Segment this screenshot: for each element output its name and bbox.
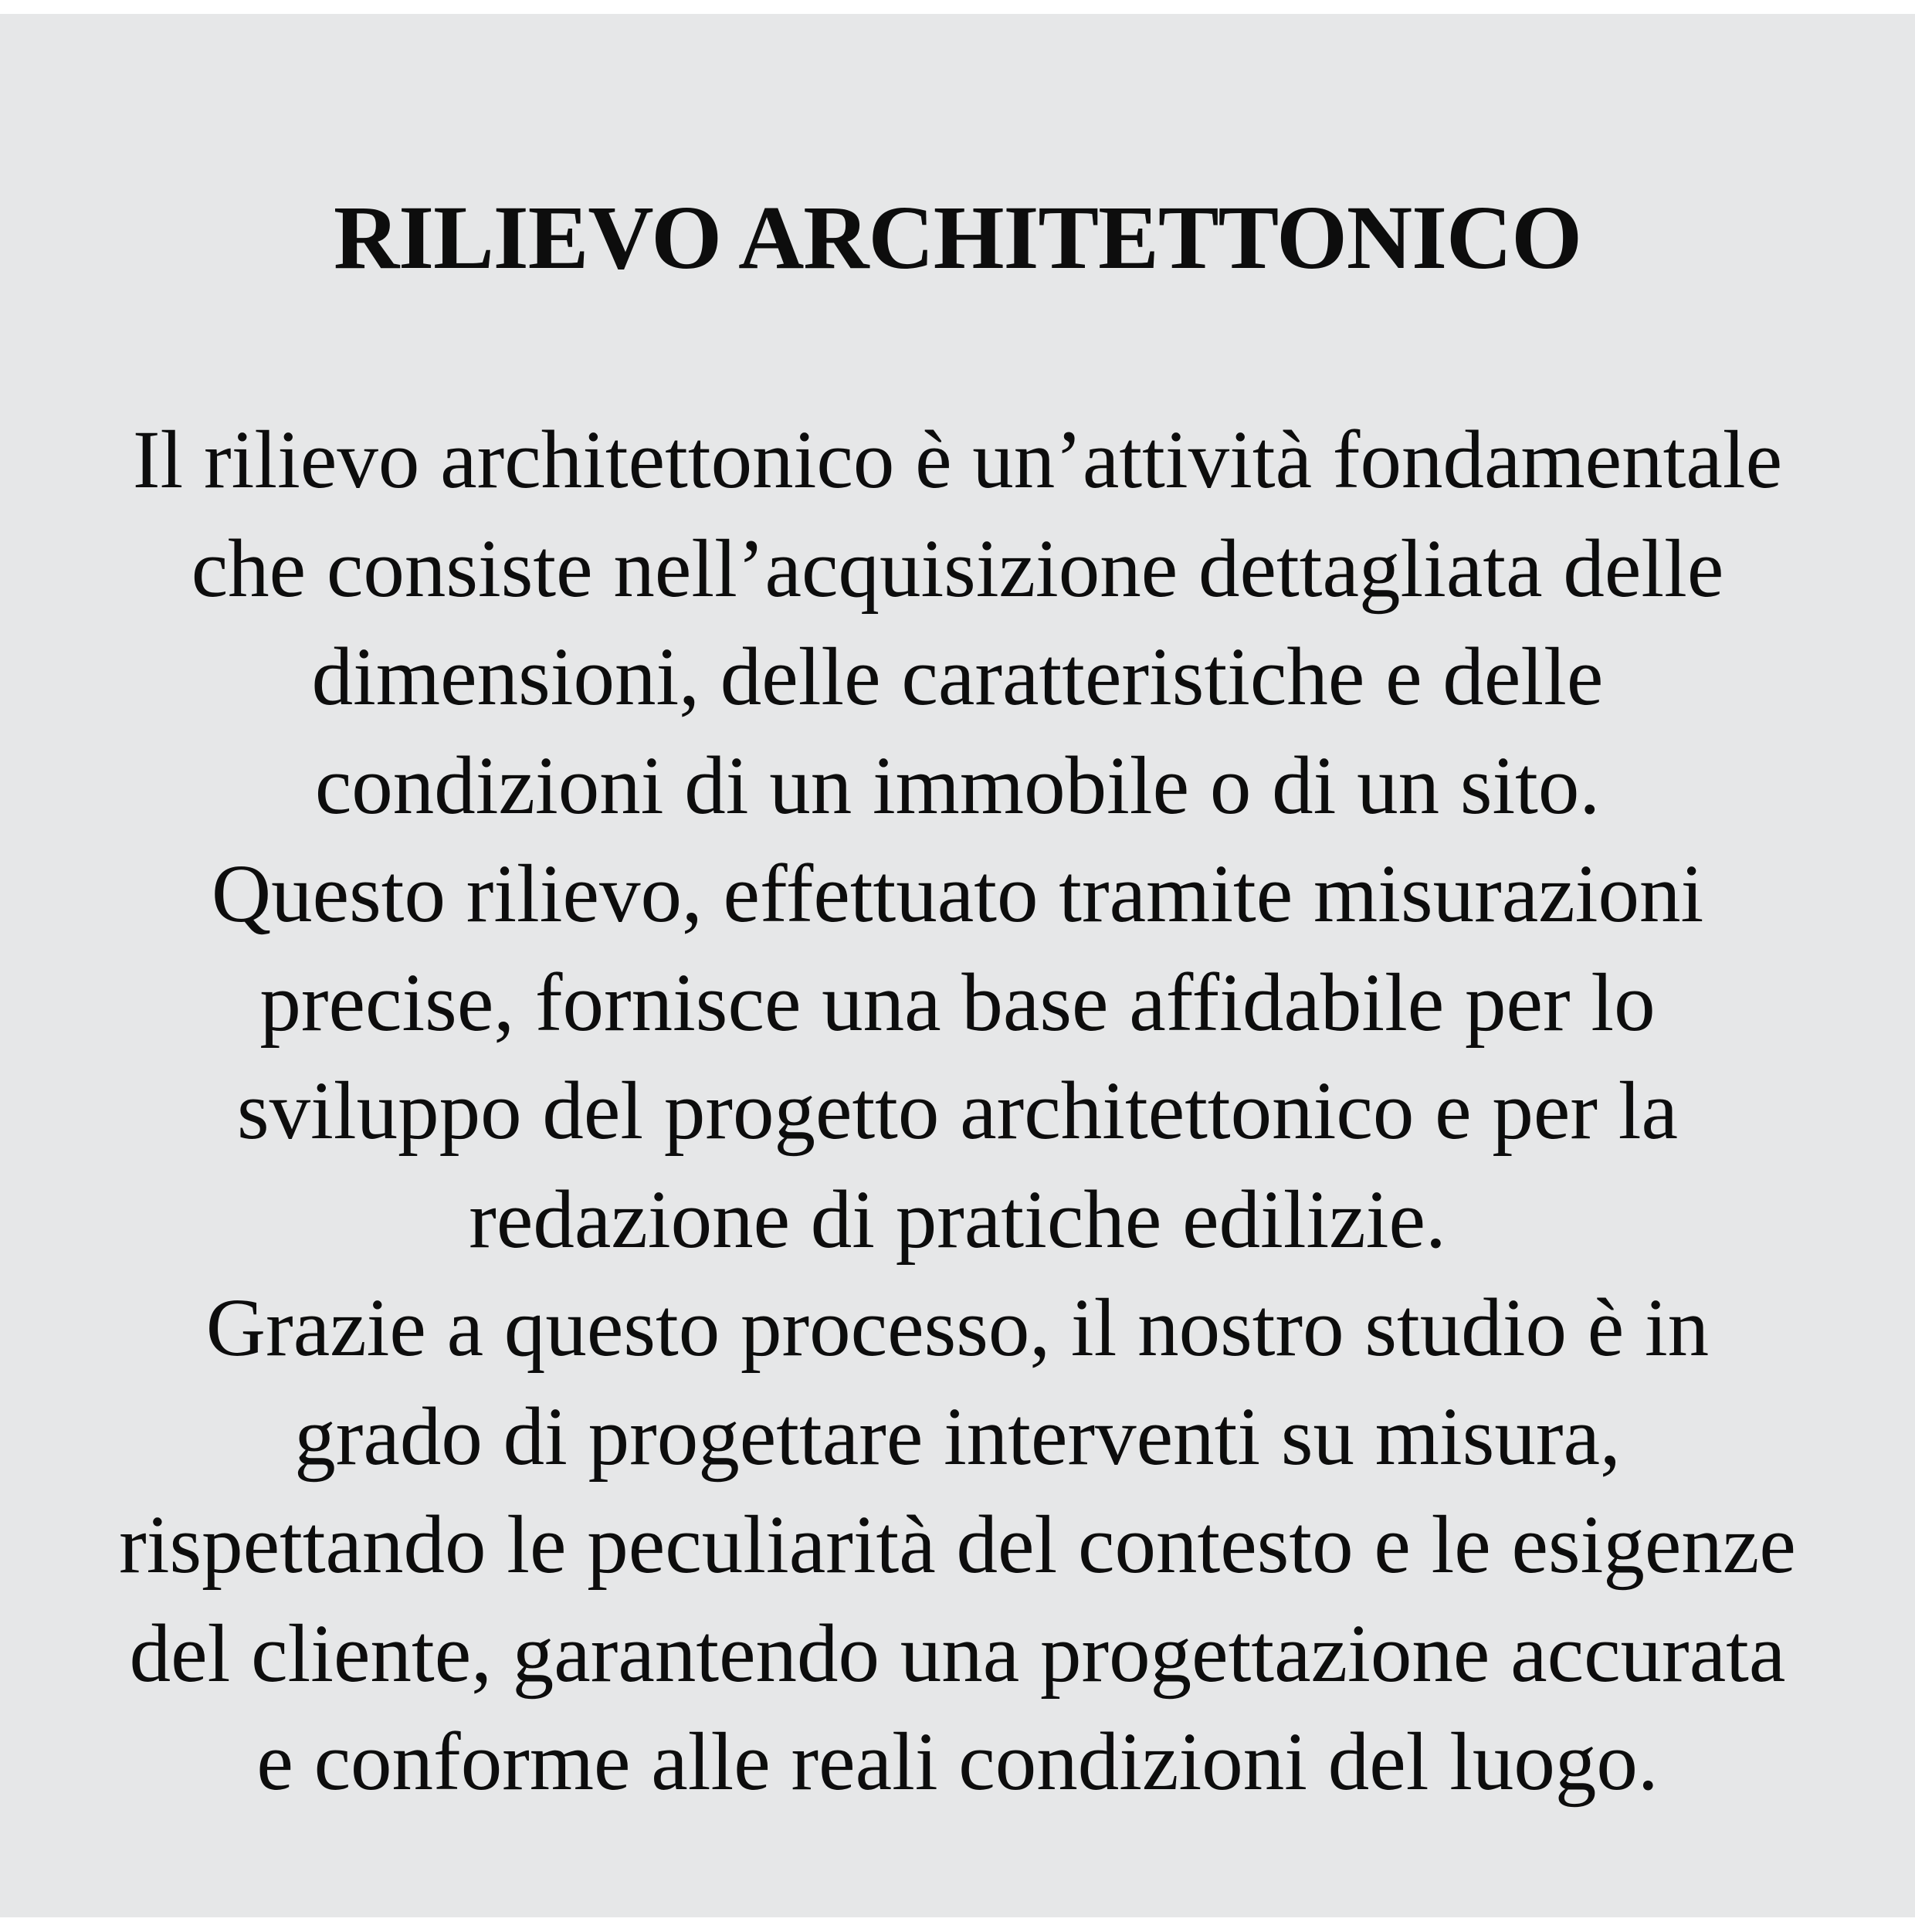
paragraph-line: grado di progettare interventi su misura, (294, 1391, 1621, 1483)
description-paragraph (39, 406, 1876, 1817)
paragraph-line: sviluppo del progetto architettonico e per la (237, 1066, 1678, 1157)
paragraph-line: condizioni di un immobile o di un sito. (314, 740, 1601, 832)
paragraph-line: che consiste nell’acquisizione dettagliata delle (191, 523, 1724, 615)
paragraph-line: Grazie a questo processo, il nostro studio è in (205, 1283, 1710, 1374)
paragraph-line: precise, fornisce una base affidabile per lo (259, 957, 1656, 1049)
paragraph-line: dimensioni, delle caratteristiche e delle (311, 632, 1604, 723)
paragraph-line: e conforme alle reali condizioni del luogo. (256, 1717, 1659, 1808)
paragraph-line: Questo rilievo, effettuato tramite misurazioni (211, 849, 1704, 940)
paragraph-line: rispettando le peculiarità del contesto e le esigenze (119, 1500, 1796, 1591)
content-panel (0, 14, 1915, 1917)
paragraph-line: Il rilievo architettonico è un’attività fondamentale (132, 415, 1783, 506)
page-title: RILIEVO ARCHITETTONICO (333, 187, 1582, 288)
paragraph-line: del cliente, garantendo una progettazione accurata (129, 1608, 1786, 1700)
paragraph-line: redazione di pratiche edilizie. (469, 1174, 1446, 1266)
